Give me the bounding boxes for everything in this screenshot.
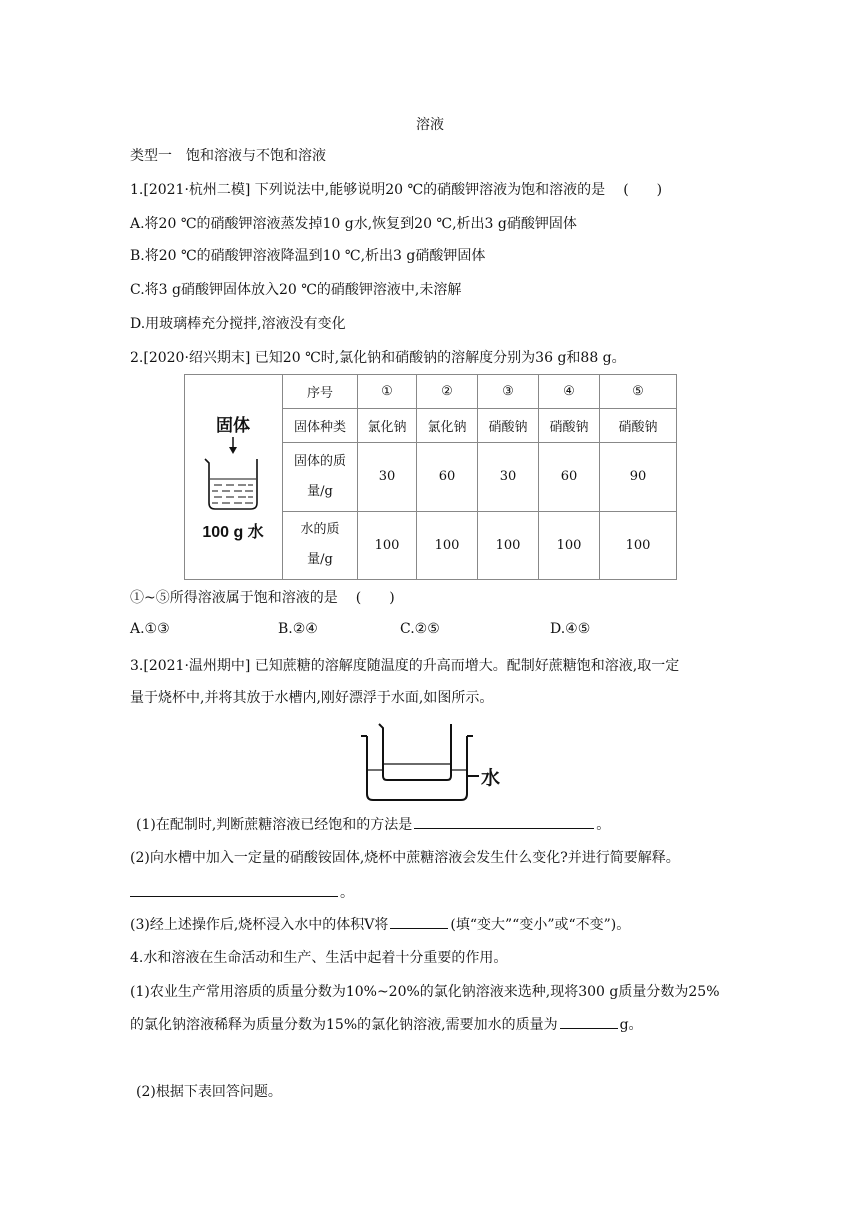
q1-stem bbox=[130, 180, 662, 200]
water-mass-1: 100 bbox=[358, 511, 417, 579]
col-3-index: ③ bbox=[478, 375, 539, 409]
q2-question-text: ①~⑤所得溶液属于饱和溶液的是 bbox=[130, 590, 338, 606]
q3-part2-period: 。 bbox=[340, 885, 354, 901]
col-5-index: ⑤ bbox=[600, 375, 677, 409]
solid-mass-5: 90 bbox=[600, 443, 677, 511]
q2-stem: 2.[2020·绍兴期末] 已知20 ℃时,氯化钠和硝酸钠的溶解度分别为36 g和88 g。 bbox=[130, 350, 626, 366]
solid-type-5: 硝酸钠 bbox=[600, 409, 677, 443]
water-mass-4: 100 bbox=[539, 511, 600, 579]
water-trough-figure bbox=[355, 716, 505, 804]
q2-option-d: D.④⑤ bbox=[550, 621, 591, 637]
section-heading: 类型一 饱和溶液与不饱和溶液 bbox=[130, 148, 326, 164]
row-label-solid-mass: 固体的质量/g bbox=[283, 443, 358, 511]
solid-type-2: 氯化钠 bbox=[417, 409, 478, 443]
beaker-figure bbox=[185, 375, 282, 575]
row-label-water-mass: 水的质量/g bbox=[283, 511, 358, 579]
q3-stem-line2: 量于烧杯中,并将其放于水槽内,刚好漂浮于水面,如图所示。 bbox=[130, 690, 494, 706]
q4-part1-text: 的氯化钠溶液稀释为质量分数为15%的氯化钠溶液,需要加水的质量为 bbox=[130, 1017, 558, 1033]
q2-option-c: C.②⑤ bbox=[400, 621, 440, 637]
q3-part3-blank bbox=[390, 914, 448, 929]
row-label-index: 序号 bbox=[283, 375, 358, 409]
water-hatch-icon bbox=[212, 485, 253, 503]
q4-part1-line1: (1)农业生产常用溶质的质量分数为10%~20%的氯化钠溶液来选种,现将300 g质量分数为25% bbox=[130, 984, 720, 1000]
water-mass-2: 100 bbox=[417, 511, 478, 579]
q1-option-c: C.将3 g硝酸钾固体放入20 ℃的硝酸钾溶液中,未溶解 bbox=[130, 282, 462, 298]
q4-part1-line2 bbox=[130, 1014, 643, 1035]
q3-part2-blank bbox=[130, 882, 338, 897]
q1-option-d: D.用玻璃棒充分搅拌,溶液没有变化 bbox=[130, 316, 346, 332]
solid-mass-1: 30 bbox=[358, 443, 417, 511]
q3-part1 bbox=[136, 814, 610, 835]
q3-part3 bbox=[130, 914, 630, 935]
q2-option-a: A.①③ bbox=[130, 621, 170, 637]
q3-stem-line1: 3.[2021·温州期中] 已知蔗糖的溶解度随温度的升高而增大。配制好蔗糖饱和溶液,取一定 bbox=[130, 658, 680, 674]
solid-mass-2: 60 bbox=[417, 443, 478, 511]
q1-option-a: A.将20 ℃的硝酸钾溶液蒸发掉10 g水,恢复到20 ℃,析出3 g硝酸钾固体 bbox=[130, 216, 577, 232]
solid-mass-3: 30 bbox=[478, 443, 539, 511]
col-2-index: ② bbox=[417, 375, 478, 409]
q1-stem-text: 1.[2021·杭州二模] 下列说法中,能够说明20 ℃的硝酸钾溶液为饱和溶液的是 bbox=[130, 182, 606, 198]
q1-option-b: B.将20 ℃的硝酸钾溶液降温到10 ℃,析出3 g硝酸钾固体 bbox=[130, 248, 486, 264]
col-1-index: ① bbox=[358, 375, 417, 409]
q2-data-table bbox=[184, 374, 677, 580]
q2-option-b: B.②④ bbox=[278, 621, 318, 637]
figure-solid-label: 固体 bbox=[216, 416, 250, 435]
col-4-index: ④ bbox=[539, 375, 600, 409]
q3-part1-period: 。 bbox=[596, 817, 611, 833]
q3-part2-answer bbox=[130, 882, 354, 903]
q2-answer-paren: ( ) bbox=[355, 590, 395, 606]
row-label-solid-type: 固体种类 bbox=[283, 409, 358, 443]
q1-answer-paren: ( ) bbox=[623, 182, 663, 198]
q3-part1-text: (1)在配制时,判断蔗糖溶液已经饱和的方法是 bbox=[136, 817, 413, 833]
q4-part1-blank bbox=[560, 1014, 618, 1029]
q2-question bbox=[130, 588, 395, 608]
beaker-icon bbox=[205, 459, 257, 509]
q4-stem: 4.水和溶液在生命活动和生产、生活中起着十分重要的作用。 bbox=[130, 950, 508, 966]
figure-water-label: 100 g 水 bbox=[202, 524, 264, 541]
solid-mass-4: 60 bbox=[539, 443, 600, 511]
q3-part3-text: (3)经上述操作后,烧杯浸入水中的体积V将 bbox=[130, 917, 389, 933]
q2-figure-cell bbox=[185, 375, 283, 580]
solid-type-1: 氯化钠 bbox=[358, 409, 417, 443]
beaker-icon bbox=[379, 724, 451, 780]
water-mass-5: 100 bbox=[600, 511, 677, 579]
q3-part1-blank bbox=[414, 814, 594, 829]
q4-part2: (2)根据下表回答问题。 bbox=[136, 1084, 282, 1100]
page-title: 溶液 bbox=[416, 117, 444, 133]
arrow-head-icon bbox=[229, 447, 237, 454]
q4-part1-unit: g。 bbox=[619, 1017, 643, 1033]
figure-water-label: 水 bbox=[481, 768, 501, 789]
solid-type-3: 硝酸钠 bbox=[478, 409, 539, 443]
q3-part3-tail: (填“变大”“变小”或“不变”)。 bbox=[450, 917, 631, 933]
q3-part2: (2)向水槽中加入一定量的硝酸铵固体,烧杯中蔗糖溶液会发生什么变化?并进行简要解释。 bbox=[130, 850, 680, 866]
water-mass-3: 100 bbox=[478, 511, 539, 579]
solid-type-4: 硝酸钠 bbox=[539, 409, 600, 443]
